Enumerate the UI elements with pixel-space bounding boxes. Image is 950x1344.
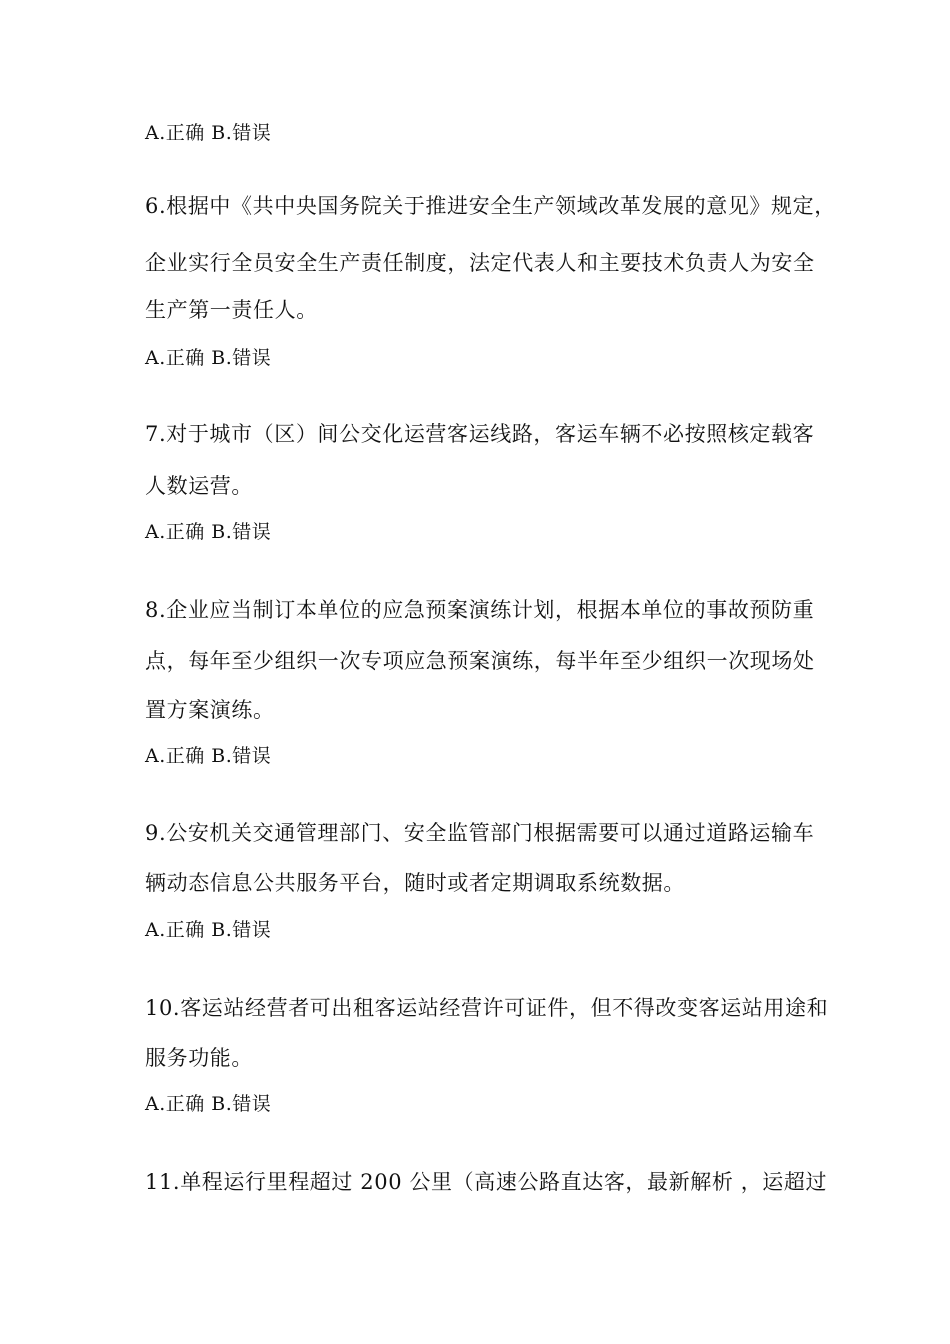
- q6-text-line-2: 企业实行全员安全生产责任制度，法定代表人和主要技术负责人为安全: [145, 251, 815, 275]
- q10-text-line-2: 服务功能。: [145, 1046, 253, 1070]
- q6-text-line-1: 6.根据中《共中央国务院关于推进安全生产领域改革发展的意见》规定，: [145, 194, 836, 218]
- q8-text-line-2: 点，每年至少组织一次专项应急预案演练，每半年至少组织一次现场处: [145, 649, 815, 673]
- q11-text-line-1: 11.单程运行里程超过 200 公里（高速公路直达客，最新解析 ，运超过: [145, 1170, 828, 1194]
- q9-text-line-1: 9.公安机关交通管理部门、安全监管部门根据需要可以通过道路运输车: [145, 821, 815, 845]
- q6-text-line-3: 生产第一责任人。: [145, 298, 318, 322]
- q8-options: A.正确 B.错误: [145, 745, 272, 767]
- q10-text-line-1: 10.客运站经营者可出租客运站经营许可证件，但不得改变客运站用途和: [145, 996, 829, 1020]
- q9-options: A.正确 B.错误: [145, 919, 272, 941]
- q8-text-line-1: 8.企业应当制订本单位的应急预案演练计划，根据本单位的事故预防重: [145, 598, 815, 622]
- q8-text-line-3: 置方案演练。: [145, 698, 275, 722]
- q10-options: A.正确 B.错误: [145, 1093, 272, 1115]
- q5-options: A.正确 B.错误: [145, 122, 272, 144]
- q7-text-line-2: 人数运营。: [145, 474, 253, 498]
- q7-text-line-1: 7.对于城市（区）间公交化运营客运线路，客运车辆不必按照核定载客: [145, 422, 815, 446]
- q9-text-line-2: 辆动态信息公共服务平台，随时或者定期调取系统数据。: [145, 871, 685, 895]
- q6-options: A.正确 B.错误: [145, 347, 272, 369]
- q7-options: A.正确 B.错误: [145, 521, 272, 543]
